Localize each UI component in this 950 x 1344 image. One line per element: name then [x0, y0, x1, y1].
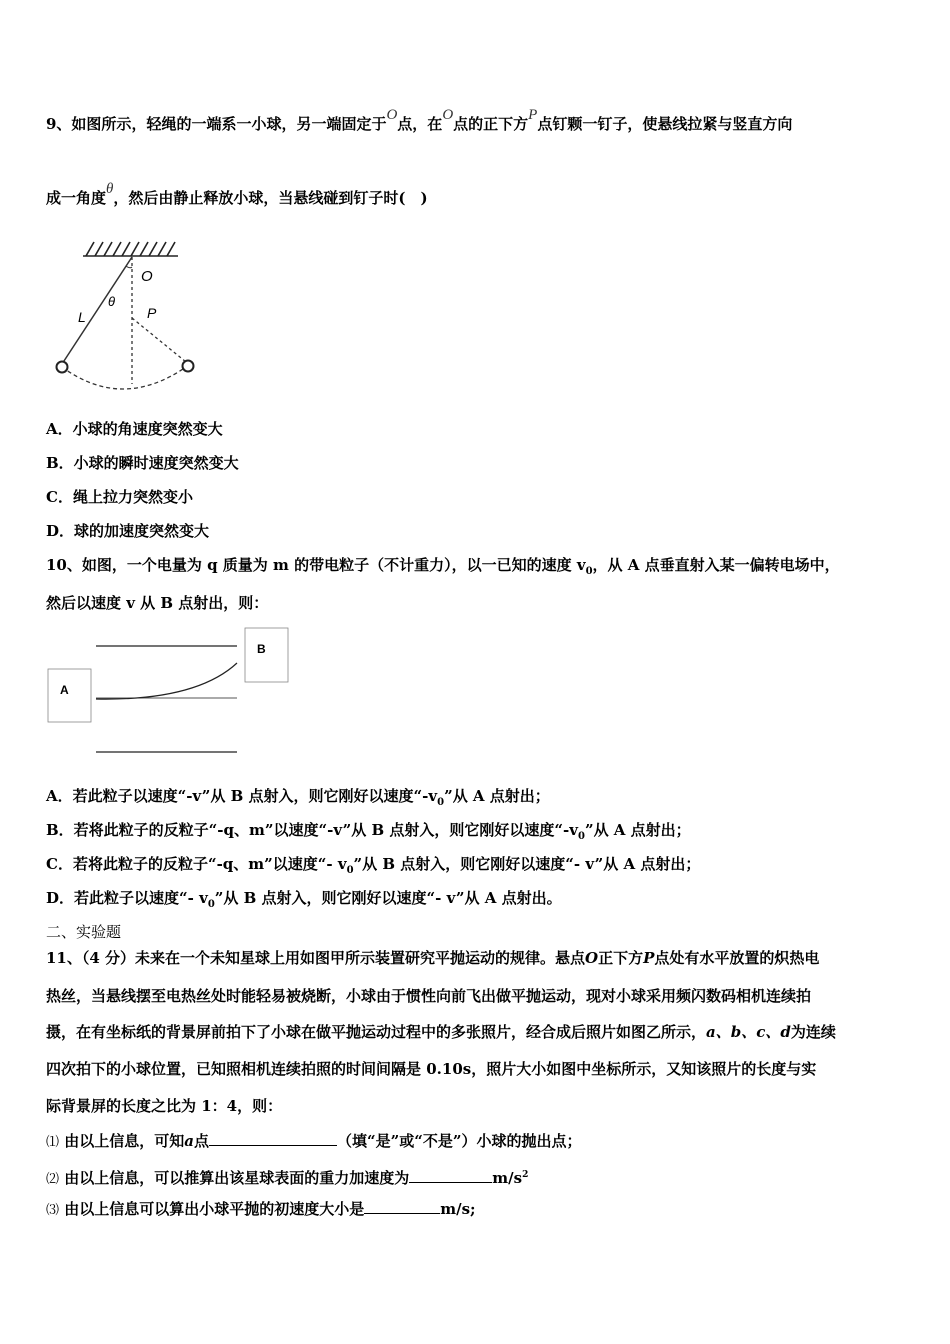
q11-subquestion-1 [46, 1131, 582, 1153]
q11-s1-text: 由以上信息，可知 [64, 1132, 185, 1150]
q10-opt-b-text2: ”从 A 点射出； [584, 821, 691, 839]
label-box-b [245, 628, 288, 682]
ball-right [183, 361, 194, 372]
point-b-label: B [257, 642, 266, 656]
var-p: P [528, 107, 538, 123]
q11-s2-unit: m/s [492, 1169, 523, 1187]
q11-subquestion-3 [46, 1199, 476, 1221]
q11-text-1c: 点处有水平放置的炽热电 [654, 949, 820, 967]
label-p: P [147, 305, 157, 321]
var-o: O [386, 107, 398, 123]
q10-option-b [46, 820, 691, 847]
var-o: O [442, 107, 454, 123]
q9-text-1b: 点，在 [397, 115, 443, 133]
q9-text-1d: 点钉颗一钉子，使悬线拉紧与竖直方向 [537, 115, 793, 133]
q11-s2-text: 由以上信息，可以推算出该星球表面的重力加速度为 [64, 1169, 410, 1187]
q9-text-1c: 点的正下方 [453, 115, 529, 133]
label-theta: θ [108, 294, 116, 309]
q11-stem-line5: 际背景屏的长度之比为 1：4，则： [46, 1097, 283, 1115]
q9-option-c: C．绳上拉力突然变小 [46, 488, 193, 506]
q11-stem-line3 [46, 1022, 836, 1042]
q11-stem-line2: 热丝，当悬线摆至电热丝处时能轻易被烧断，小球由于惯性向前飞出做平抛运动，现对小球采用频闪数码相机连续拍 [46, 987, 812, 1005]
var-a: a [184, 1132, 194, 1150]
q11-text-3b: 为连续 [790, 1023, 836, 1041]
var-o: O [585, 949, 599, 967]
string-line [62, 257, 132, 364]
q10-opt-d-text2: ”从 B 点射入，则它刚好以速度“- v”从 A 点射出。 [214, 889, 562, 907]
q10-stem-line2: 然后以速度 v 从 B 点射出，则： [46, 594, 269, 612]
q9-option-a: A．小球的角速度突然变大 [46, 420, 223, 438]
q10-opt-a-text: A．若此粒子以速度“-v”从 B 点射入，则它刚好以速度“-v [46, 787, 438, 805]
answer-blank-1[interactable] [209, 1131, 337, 1146]
subscript: 0 [585, 566, 593, 577]
ceiling-hatch [83, 242, 178, 256]
dashed-swing-string [132, 318, 186, 362]
q10-option-a [46, 786, 550, 813]
theta-arc [126, 266, 132, 268]
subq-number: ⑴ [46, 1135, 60, 1150]
q10-text-1b: ，从 A 点垂直射入某一偏转电场中， [592, 556, 840, 574]
q11-point-vars: a、b、c、d [706, 1023, 791, 1041]
q9-text-1a: 9、如图所示，轻绳的一端系一小球，另一端固定于 [46, 115, 387, 133]
q11-text-1a: 11、（4 分）未来在一个未知星球上用如图甲所示装置研究平抛运动的规律。悬点 [46, 949, 586, 967]
q10-stem-line1 [46, 555, 840, 582]
q9-option-b: B．小球的瞬时速度突然变大 [46, 454, 239, 472]
subq-number: ⑶ [46, 1203, 60, 1218]
q11-s3-unit: m/s; [440, 1200, 476, 1218]
q11-s1-text-c: （填“是”或“不是”）小球的抛出点； [337, 1132, 582, 1150]
ball-left [57, 362, 68, 373]
q11-s3-text: 由以上信息可以算出小球平抛的初速度大小是 [64, 1200, 365, 1218]
swing-arc [62, 367, 186, 389]
q9-stem-line2 [46, 181, 428, 209]
q9-text-2b: ，然后由静止释放小球，当悬线碰到钉子时( ) [113, 189, 428, 207]
subscript: 0 [346, 865, 354, 876]
q10-opt-c-text: C．若将此粒子的反粒子“-q、m”以速度“- v [46, 855, 347, 873]
point-a-label: A [60, 683, 69, 697]
answer-blank-3[interactable] [364, 1199, 440, 1214]
q9-stem-line1 [46, 107, 793, 135]
section-heading: 二、实验题 [46, 923, 122, 941]
answer-blank-2[interactable] [409, 1168, 492, 1183]
label-o: O [141, 268, 153, 285]
q11-subquestion-2 [46, 1165, 528, 1190]
subq-number: ⑵ [46, 1172, 60, 1187]
superscript: 2 [522, 1170, 529, 1180]
deflection-field-figure [46, 626, 296, 758]
subscript: 0 [207, 899, 215, 910]
subscript: 0 [437, 797, 445, 808]
q11-stem-line4: 四次拍下的小球位置，已知照相机连续拍照的时间间隔是 0.10s，照片大小如图中坐标所示，又知该照片的长度与实 [46, 1060, 817, 1078]
label-box-a [48, 669, 91, 722]
q10-opt-a-text2: ”从 A 点射出； [444, 787, 550, 805]
q10-option-c [46, 854, 700, 881]
q11-text-1b: 正下方 [598, 949, 644, 967]
q10-opt-d-text: D．若此粒子以速度“- v [46, 889, 208, 907]
particle-trajectory [96, 663, 237, 699]
q9-option-d: D．球的加速度突然变大 [46, 522, 210, 540]
q11-stem-line1 [46, 948, 819, 968]
var-p: P [643, 949, 655, 967]
subscript: 0 [577, 831, 585, 842]
q10-option-d [46, 888, 562, 915]
q11-text-3a: 摄，在有坐标纸的背景屏前拍下了小球在做平抛运动过程中的多张照片，经合成后照片如图乙所示， [46, 1023, 707, 1041]
q10-opt-c-text2: ”从 B 点射入，则它刚好以速度“- v”从 A 点射出； [353, 855, 701, 873]
q10-opt-b-text: B．若将此粒子的反粒子“-q、m”以速度“-v”从 B 点射入，则它刚好以速度“-v [46, 821, 578, 839]
label-l: L [78, 309, 86, 325]
q9-text-2a: 成一角度 [46, 189, 107, 207]
q11-s1-text-b: 点 [194, 1132, 210, 1150]
pendulum-figure [50, 236, 210, 398]
var-theta: θ [106, 181, 114, 197]
q10-text-1a: 10、如图，一个电量为 q 质量为 m 的带电粒子（不计重力），以一已知的速度 v [46, 556, 586, 574]
